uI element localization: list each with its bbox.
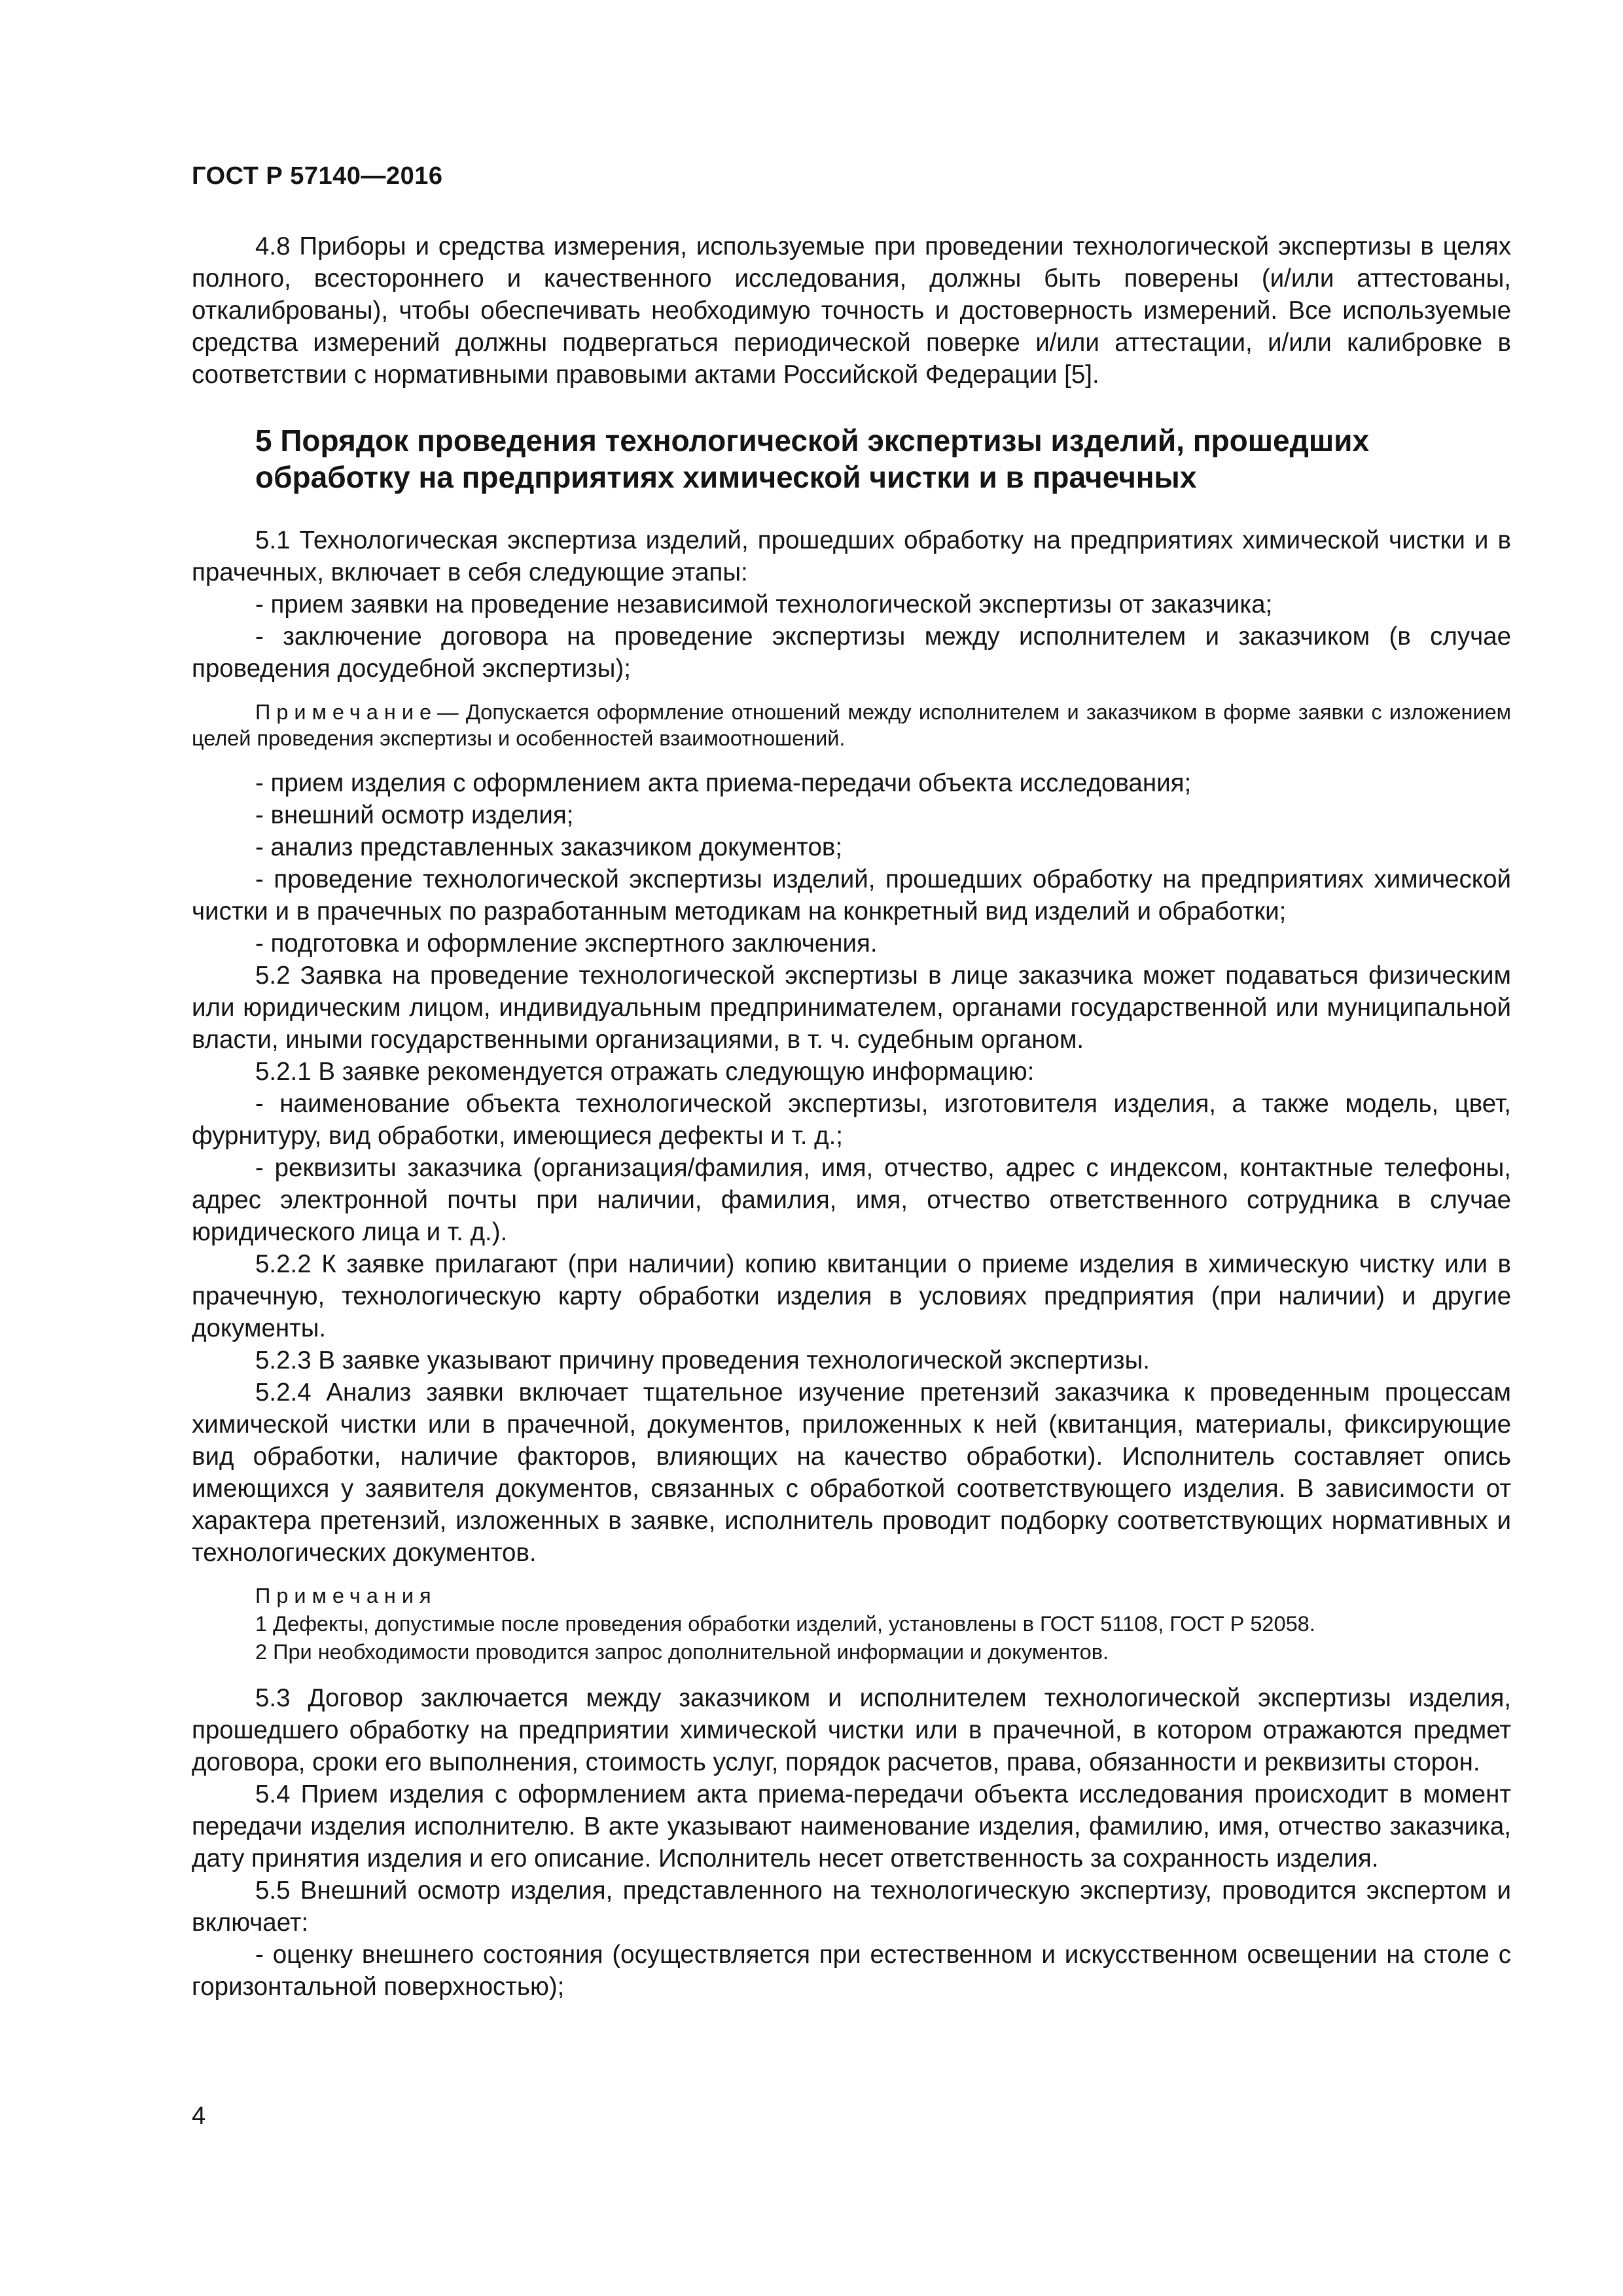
document-body: [192, 230, 1511, 2003]
list-item: - реквизиты заказчика (организация/фамилия, имя, отчество, адрес с индексом, контактные телефоны, адрес электронной почты при наличии, фамилия, имя, отчество ответственного сотрудника в случае юридического лица и т. д.).: [192, 1154, 1511, 1246]
paragraph-4-8: 4.8 Приборы и средства измерения, используемые при проведении технологической экспертизы в целях полного, всестороннего и качественного исследования, должны быть поверены (и/или аттестованы, откалиброваны), чтобы обеспечивать необходимую точность и достоверность измерений. Все используемые средства измерений должны подвергаться периодической поверке и/или аттестации, и/или калибровке в соответствии с нормативными правовыми актами Российской Федерации [5].: [192, 232, 1511, 389]
paragraph-5-2-2: 5.2.2 К заявке прилагают (при наличии) копию квитанции о приеме изделия в химическую чистку или в прачечную, технологическую карту обработки изделия в условиях предприятия (при наличии) и другие документы.: [192, 1250, 1511, 1342]
list-item: - заключение договора на проведение экспертизы между исполнителем и заказчиком (в случае проведения досудебной экспертизы);: [192, 622, 1511, 683]
paragraph-5-2: 5.2 Заявка на проведение технологической экспертизы в лице заказчика может подаваться физическим или юридическим лицом, индивидуальным предпринимателем, органами государственной или муниципальной власти, иными государственными организациями, в т. ч. судебным органом.: [192, 961, 1511, 1054]
paragraph-5-4: 5.4 Прием изделия с оформлением акта приема-передачи объекта исследования происходит в момент передачи изделия исполнителю. В акте указывают наименование изделия, фамилию, имя, отчество заказчика, дату принятия изделия и его описание. Исполнитель несет ответственность за сохранность изделия.: [192, 1780, 1511, 1873]
notes-label: Примечания: [255, 1584, 437, 1607]
note-block: [192, 699, 1511, 751]
list-item: - подготовка и оформление экспертного заключения.: [255, 929, 878, 958]
note-label: Примечание: [255, 700, 438, 724]
paragraph-5-5: 5.5 Внешний осмотр изделия, представленного на технологическую экспертизу, проводится экспертом и включает:: [192, 1876, 1511, 1937]
list-item: - оценку внешнего состояния (осуществляется при естественном и искусственном освещении на столе с горизонтальной поверхностью);: [192, 1941, 1511, 2001]
section-5-title: 5 Порядок проведения технологической экспертизы изделий, прошедших обработку на предприятиях химической чистки и в прачечных: [255, 423, 1370, 494]
note-item: 1 Дефекты, допустимые после проведения обработки изделий, установлены в ГОСТ 51108, ГОСТ Р 52058.: [255, 1612, 1315, 1636]
notes-block: [192, 1582, 1511, 1666]
list-item: - проведение технологической экспертизы изделий, прошедших обработку на предприятиях химической чистки и в прачечных по разработанным методикам на конкретный вид изделий и обработки;: [192, 865, 1511, 925]
paragraph-5-3: 5.3 Договор заключается между заказчиком и исполнителем технологической экспертизы изделия, прошедшего обработку на предприятии химической чистки или в прачечной, в котором отражаются предмет договора, сроки его выполнения, стоимость услуг, порядок расчетов, права, обязанности и реквизиты сторон.: [192, 1684, 1511, 1776]
document-code-header: ГОСТ Р 57140—2016: [192, 162, 443, 190]
paragraph-5-2-1: 5.2.1 В заявке рекомендуется отражать следующую информацию:: [255, 1058, 1035, 1086]
list-item: - наименование объекта технологической экспертизы, изготовителя изделия, а также модель, цвет, фурнитуру, вид обработки, имеющиеся дефекты и т. д.;: [192, 1090, 1511, 1150]
list-item: - прием заявки на проведение независимой технологической экспертизы от заказчика;: [255, 590, 1273, 619]
page-number: 4: [192, 2102, 206, 2130]
note-text: — Допускается оформление отношений между исполнителем и заказчиком в форме заявки с изложением целей проведения экспертизы и особенностей взаимоотношений.: [192, 700, 1511, 750]
paragraph-5-2-4: 5.2.4 Анализ заявки включает тщательное изучение претензий заказчика к проведенным процессам химической чистки или в прачечной, документов, приложенных к ней (квитанция, материалы, фиксирующие вид обработки, наличие факторов, влияющих на качество обработки). Исполнитель составляет опись имеющихся у заявителя документов, связанных с обработкой соответствующего изделия. В зависимости от характера претензий, изложенных в заявке, исполнитель проводит подборку соответствующих нормативных и технологических документов.: [192, 1378, 1511, 1567]
paragraph-5-2-3: 5.2.3 В заявке указывают причину проведения технологической экспертизы.: [255, 1346, 1150, 1374]
list-item: - внешний осмотр изделия;: [255, 801, 574, 829]
list-item: - анализ представленных заказчиком документов;: [255, 833, 843, 861]
list-item: - прием изделия с оформлением акта приема-передачи объекта исследования;: [255, 769, 1192, 797]
note-item: 2 При необходимости проводится запрос дополнительной информации и документов.: [255, 1640, 1109, 1664]
paragraph-5-1: 5.1 Технологическая экспертиза изделий, прошедших обработку на предприятиях химической чистки и в прачечных, включает в себя следующие этапы:: [192, 526, 1511, 586]
